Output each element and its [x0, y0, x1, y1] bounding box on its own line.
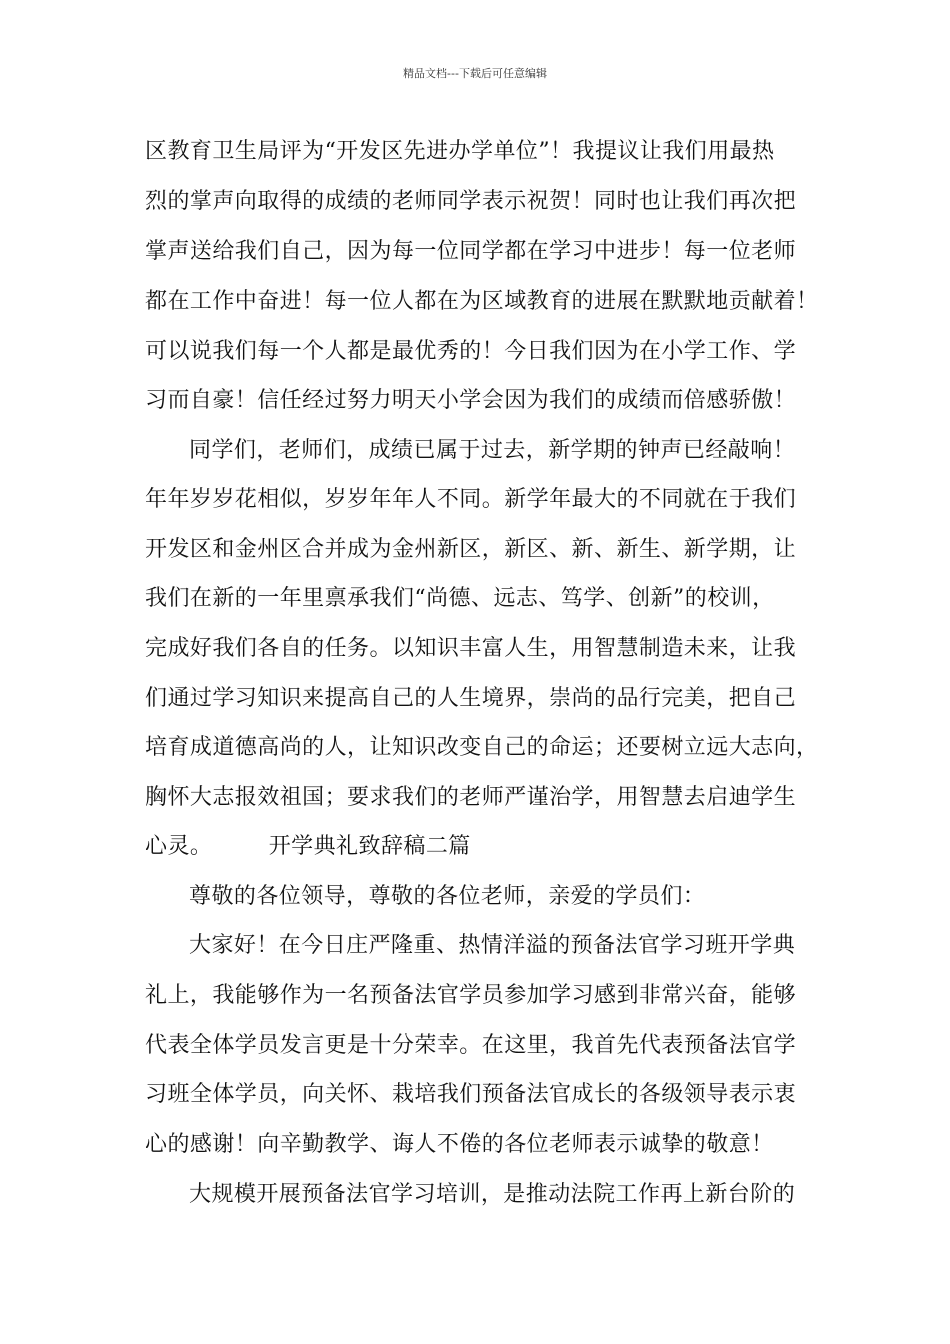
body-line: 年年岁岁花相似，岁岁年年人不同。新学年最大的不同就在于我们 — [145, 487, 797, 512]
body-line: 习班全体学员，向关怀、栽培我们预备法官成长的各级领导表示衷 — [145, 1082, 797, 1107]
body-line: 胸怀大志报效祖国；要求我们的老师严谨治学，用智慧去启迪学生 — [145, 785, 797, 810]
body-line: 烈的掌声向取得的成绩的老师同学表示祝贺！同时也让我们再次把 — [145, 189, 797, 214]
body-line: 习而自豪！信任经过努力明天小学会因为我们的成绩而倍感骄傲！ — [145, 388, 797, 413]
body-line: 培育成道德高尚的人，让知识改变自己的命运；还要树立远大志向， — [145, 735, 819, 760]
body-line: 礼上，我能够作为一名预备法官学员参加学习感到非常兴奋，能够 — [145, 983, 797, 1008]
body-line: 区教育卫生局评为“开发区先进办学单位”！我提议让我们用最热 — [145, 139, 775, 164]
body-line-with-title: 心灵。 开学典礼致辞稿二篇 — [145, 834, 471, 859]
body-line: 开发区和金州区合并成为金州新区，新区、新、新生、新学期，让 — [145, 537, 797, 562]
body-line: 可以说我们每一个人都是最优秀的！今日我们因为在小学工作、学 — [145, 339, 797, 364]
paragraph-start-line: 同学们，老师们，成绩已属于过去，新学期的钟声已经敲响！ — [189, 438, 796, 463]
paragraph-start-line: 大规模开展预备法官学习培训，是推动法院工作再上新台阶的 — [189, 1182, 796, 1207]
body-line: 我们在新的一年里禀承我们“尚德、远志、笃学、创新”的校训， — [145, 586, 775, 611]
salutation-line: 尊敬的各位领导，尊敬的各位老师，亲爱的学员们： — [189, 884, 706, 909]
body-line: 代表全体学员发言更是十分荣幸。在这里，我首先代表预备法官学 — [145, 1033, 797, 1058]
paragraph-start-line: 大家好！在今日庄严隆重、热情洋溢的预备法官学习班开学典 — [189, 933, 796, 958]
body-line: 们通过学习知识来提高自己的人生境界，崇尚的品行完美，把自己 — [145, 686, 797, 711]
body-line: 掌声送给我们自己，因为每一位同学都在学习中进步！每一位老师 — [145, 239, 797, 264]
body-line: 心的感谢！向辛勤教学、诲人不倦的各位老师表示诚挚的敬意！ — [145, 1132, 774, 1157]
body-line: 完成好我们各自的任务。以知识丰富人生，用智慧制造未来，让我 — [145, 636, 797, 661]
body-line: 都在工作中奋进！每一位人都在为区域教育的进展在默默地贡献着！ — [145, 289, 819, 314]
page-header: 精品文档---下载后可任意编辑 — [403, 67, 547, 80]
